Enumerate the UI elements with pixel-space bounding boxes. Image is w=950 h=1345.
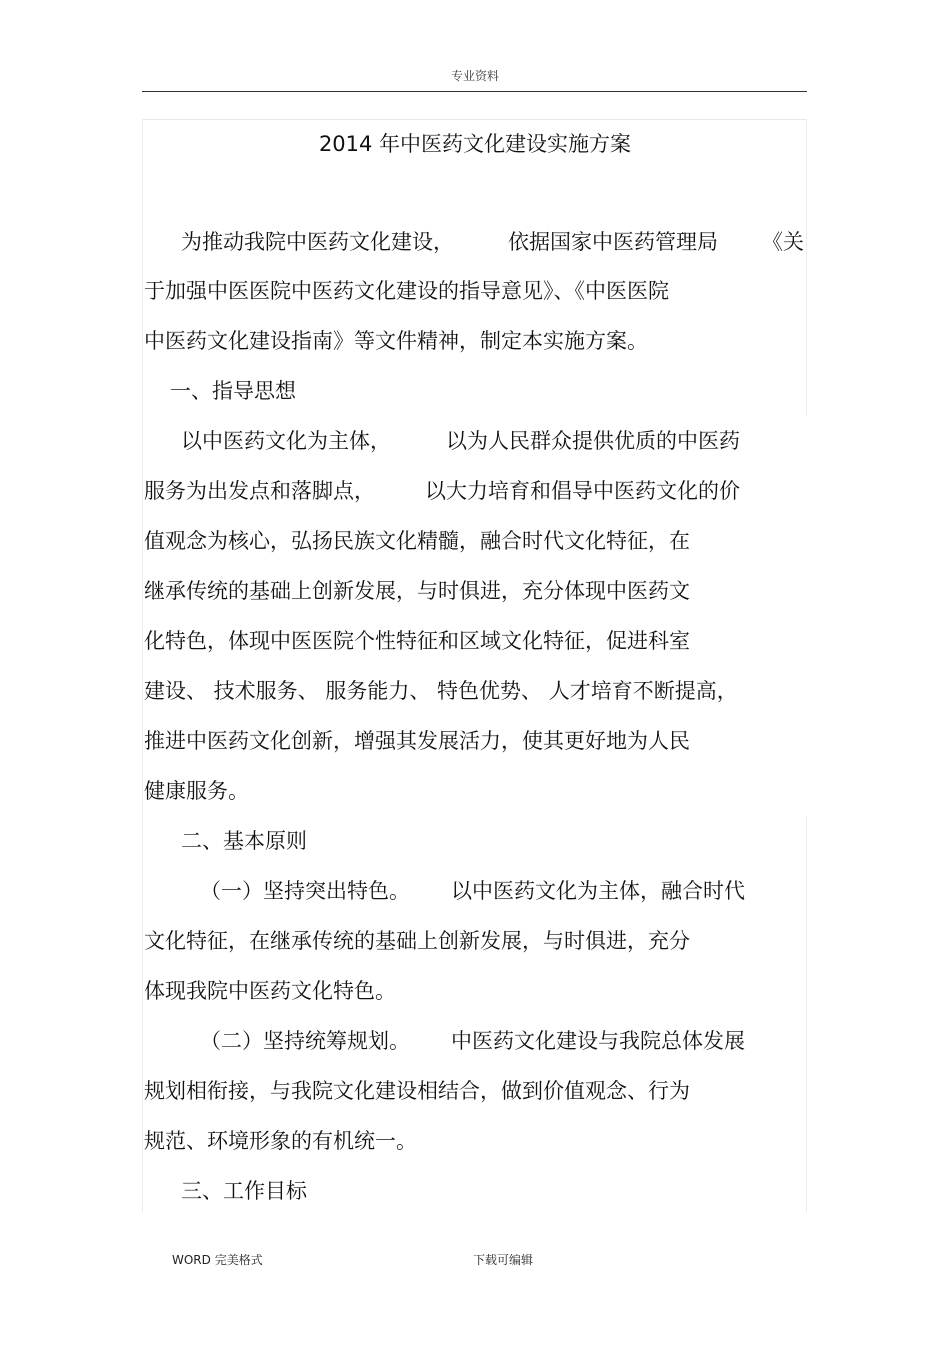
paragraph-line: 服务为出发点和落脚点， — [144, 479, 375, 503]
intro-line: 《关 — [762, 230, 804, 254]
intro-line: 于加强中医医院中医药文化建设的指导意见》、《中医医院 — [144, 279, 669, 303]
intro-line: 为推动我院中医药文化建设， — [181, 230, 454, 254]
paragraph-line: 化特色，体现中医医院个性特征和区域文化特征，促进科室 — [144, 629, 690, 653]
section-heading: 三、工作目标 — [181, 1179, 307, 1203]
header-divider — [142, 91, 807, 92]
content-frame-left — [142, 119, 143, 1212]
paragraph-line: 规划相衔接，与我院文化建设相结合，做到价值观念、行为 — [144, 1079, 690, 1103]
paragraph-line: 规范、环境形象的有机统一。 — [144, 1129, 417, 1153]
paragraph-line: 体现我院中医药文化特色。 — [144, 979, 396, 1003]
paragraph-line: 值观念为核心，弘扬民族文化精髓，融合时代文化特征，在 — [144, 529, 690, 553]
paragraph-line: 中医药文化建设与我院总体发展 — [451, 1029, 745, 1053]
paragraph-line: 建设、 技术服务、 服务能力、 特色优势、 人才培育不断提高， — [144, 679, 738, 703]
intro-line: 依据国家中医药管理局 — [508, 230, 718, 254]
paragraph-line: 以中医药文化为主体， — [181, 429, 391, 453]
paragraph-line: （一）坚持突出特色。 — [200, 879, 410, 903]
footer-left-label: WORD 完美格式 — [172, 1253, 263, 1267]
intro-line: 中医药文化建设指南》等文件精神，制定本实施方案。 — [144, 329, 648, 353]
paragraph-line: 文化特征，在继承传统的基础上创新发展，与时俱进，充分 — [144, 929, 690, 953]
paragraph-line: 以大力培育和倡导中医药文化的价 — [425, 479, 740, 503]
paragraph-line: 健康服务。 — [144, 779, 249, 803]
content-frame-right — [806, 119, 807, 416]
page-header-label: 专业资料 — [450, 69, 499, 83]
paragraph-line: （二）坚持统筹规划。 — [200, 1029, 410, 1053]
footer-right-label: 下载可编辑 — [473, 1253, 534, 1267]
content-frame-right — [806, 816, 807, 1212]
section-heading: 二、基本原则 — [181, 829, 307, 853]
paragraph-line: 以为人民群众提供优质的中医药 — [446, 429, 740, 453]
document-title: 2014 年中医药文化建设实施方案 — [318, 132, 632, 156]
paragraph-line: 推进中医药文化创新，增强其发展活力，使其更好地为人民 — [144, 729, 690, 753]
content-frame-top — [142, 119, 807, 120]
paragraph-line: 以中医药文化为主体，融合时代 — [451, 879, 745, 903]
paragraph-line: 继承传统的基础上创新发展，与时俱进，充分体现中医药文 — [144, 579, 690, 603]
section-heading: 一、指导思想 — [170, 379, 296, 403]
